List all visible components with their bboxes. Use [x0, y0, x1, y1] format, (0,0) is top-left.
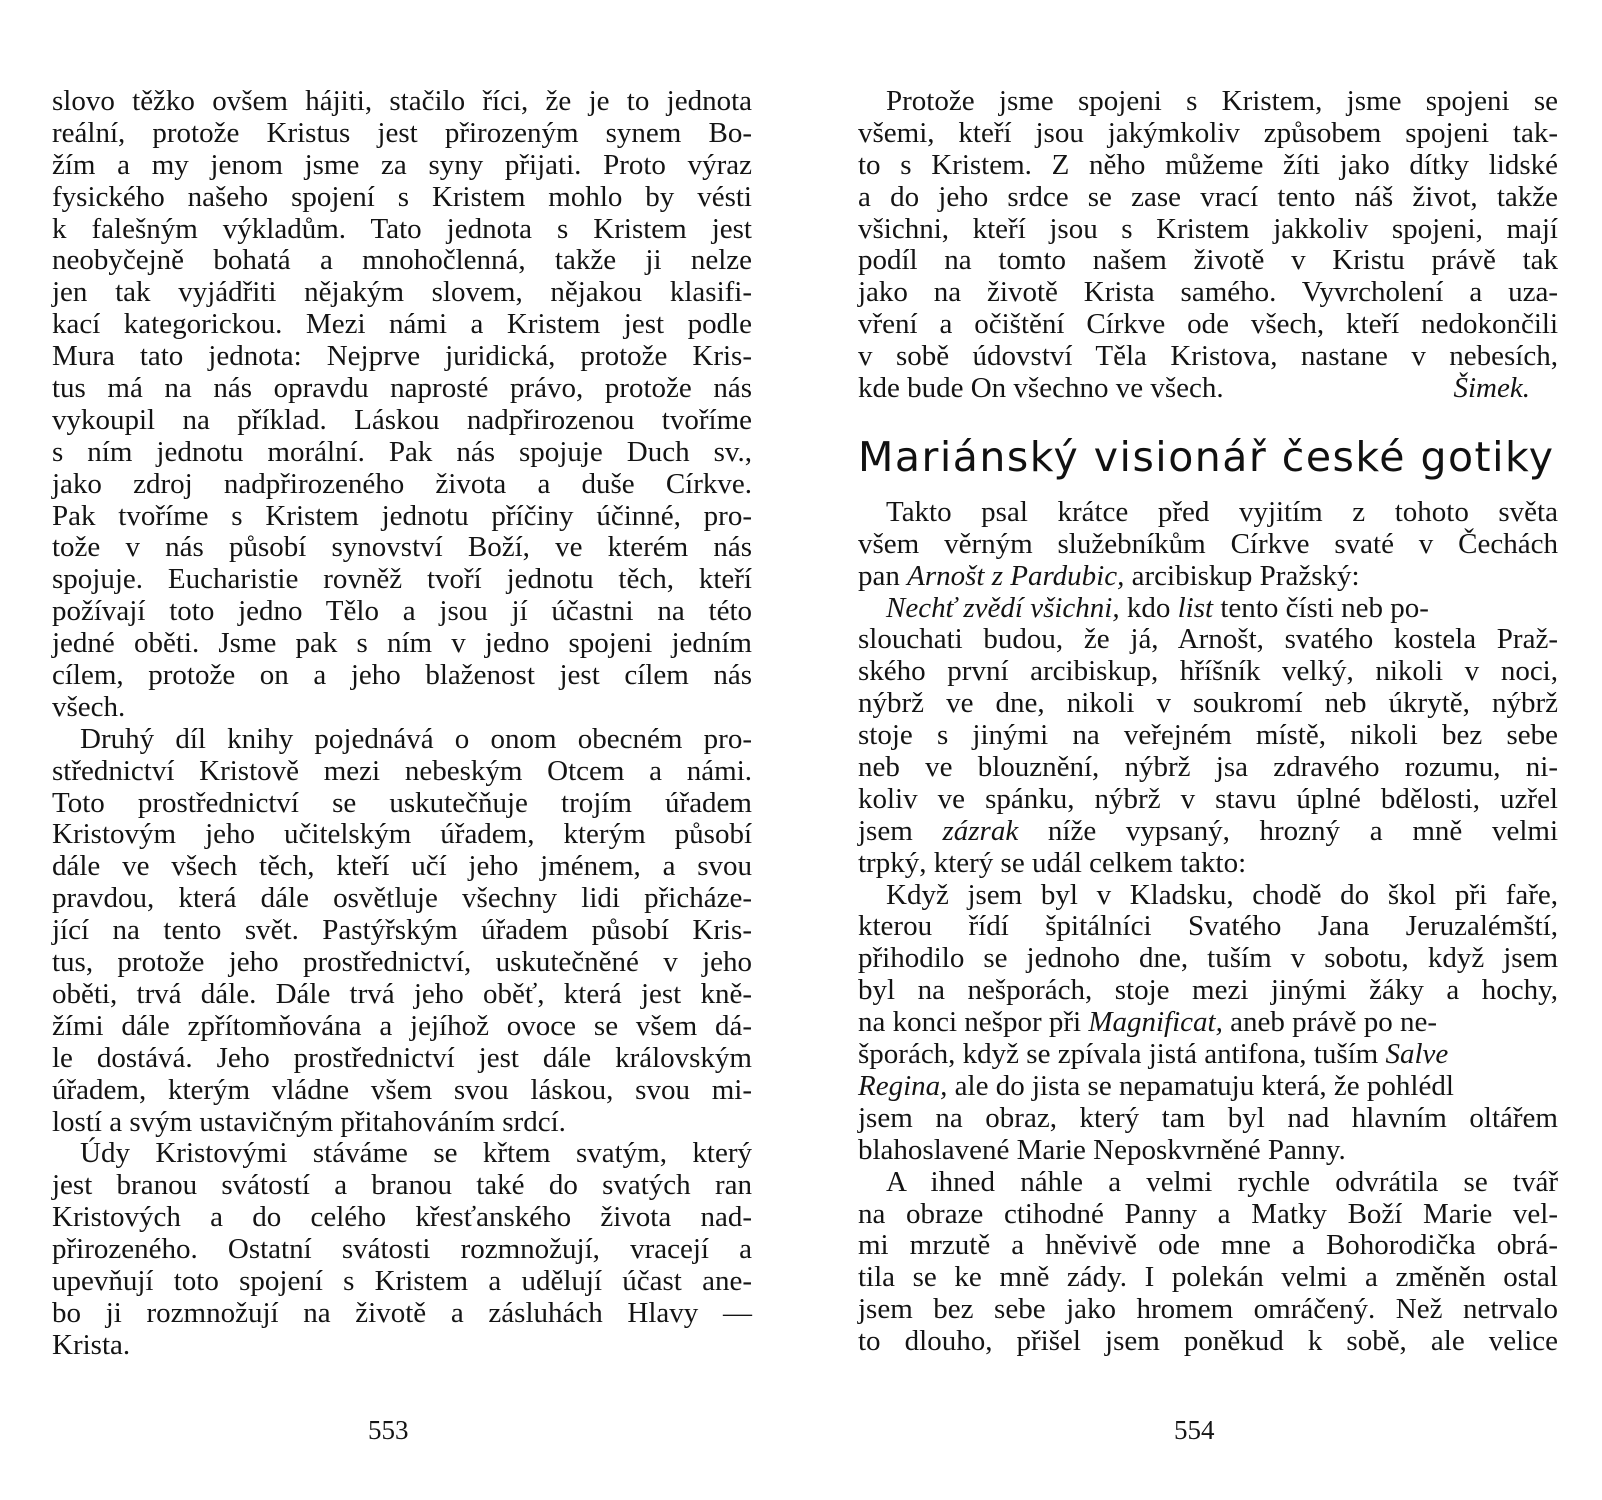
text-line: fysického našeho spojení s Kristem mohlo by vésti	[52, 180, 752, 213]
text-line: jest branou svátostí a branou také do svatých ran	[52, 1169, 752, 1202]
text-line	[858, 816, 1558, 848]
text-line: bo ji rozmnožují na životě a zásluhách Hlavy —	[52, 1296, 752, 1329]
text-line: jen tak vyjádřiti nějakým slovem, nějakou klasifi-	[52, 276, 752, 309]
text-line: Krista.	[52, 1328, 131, 1361]
text-fragment: šporách, když se zpívala jistá antifona, tuším	[858, 1038, 1379, 1071]
text-line: dále ve všech těch, kteří učí jeho jménem, a svou	[52, 850, 752, 883]
text-line	[858, 373, 1558, 405]
text-line: jsem bez sebe jako hromem omráčený. Než netrvalo	[858, 1293, 1558, 1326]
text-line: tože v nás působí synovství Boží, ve kterém nás	[52, 531, 752, 564]
text-line: Druhý díl knihy pojednává o onom obecném pro-	[80, 722, 752, 755]
text-fragment-italic: Nechť zvědí všichni,	[886, 591, 1120, 624]
text-line: upevňují toto spojení s Kristem a udělují účast ane-	[52, 1264, 752, 1297]
text-fragment: na konci nešpor při	[858, 1006, 1082, 1039]
text-line: neb ve blouznění, nýbrž jsa zdravého rozumu, ni-	[858, 751, 1558, 784]
obraz-lines	[858, 1103, 1558, 1167]
text-line: Takto psal krátce před vyjitím z tohoto světa	[886, 495, 1558, 528]
text-line: slovo těžko ovšem hájiti, stačilo říci, že je to jednota	[52, 85, 752, 117]
text-fragment: níže vypsaný, hrozný a mně velmi	[1047, 814, 1558, 847]
text-line: to dlouho, přišel jsem poněkud k sobě, ale velice	[858, 1325, 1558, 1358]
text-line: nýbrž ve dne, nikoli v soukromí neb úkrytě, nýbrž	[858, 687, 1558, 720]
text-line: stoje s jinými na veřejném místě, nikoli bez sebe	[858, 719, 1558, 752]
text-line: úřadem, kterým vládne všem svou láskou, svou mi-	[52, 1073, 752, 1106]
text-fragment-italic: list	[1177, 591, 1214, 624]
text-line: Údy Kristovými stáváme se křtem svatým, který	[80, 1137, 752, 1170]
text-line: Pak tvoříme s Kristem jednotu příčiny účinné, pro-	[52, 499, 752, 532]
article-heading: Mariánský visionář české gotiky	[858, 432, 1555, 481]
text-line: le dostává. Jeho prostřednictví jest dále královským	[52, 1041, 752, 1074]
text-line: všem věrným služebníkům Církve svaté v Čechách	[858, 527, 1558, 560]
text-line: oběti, trvá dále. Dále trvá jeho oběť, která jest kně-	[52, 977, 752, 1010]
left-page	[52, 86, 752, 1362]
text-line: vření a očištění Církve ode všech, kteří nedokončili	[858, 308, 1558, 341]
text-line: s ním jednotu morální. Pak nás spojuje Duch sv.,	[52, 435, 752, 468]
text-line: vykoupil na příklad. Láskou nadpřirozenou tvoříme	[52, 403, 752, 436]
quote-lines	[858, 624, 1558, 815]
text-line: přirozeného. Ostatní svátosti rozmnožují, vracejí a	[52, 1233, 752, 1266]
text-fragment: aneb právě po ne-	[1230, 1006, 1438, 1039]
text-line: jsem na obraz, který tam byl nad hlavním oltářem	[858, 1101, 1558, 1134]
page-number-left: 553	[368, 1415, 409, 1445]
text-line: trpký, který se udál celkem takto:	[858, 846, 1247, 879]
text-line: pravdou, která dále osvětluje všechny lidi přicháze-	[52, 882, 752, 915]
text-fragment-italic: Magnificat,	[1088, 1006, 1223, 1039]
text-line: žím a my jenom jsme za syny přijati. Proto výraz	[52, 148, 752, 181]
text-line: A ihned náhle a velmi rychle odvrátila se tvář	[886, 1165, 1558, 1198]
text-line	[858, 1039, 1558, 1071]
text-line: mi mrzutě a hněvivě ode mne a Bohorodička obrá-	[858, 1229, 1558, 1262]
text-line: koliv ve spánku, nýbrž v stavu úplné bdělosti, uzřel	[858, 782, 1558, 815]
final-paragraph	[858, 1167, 1558, 1358]
text-line	[858, 561, 1558, 593]
text-line: kterou řídí špitálníci Svatého Jana Jeruzalémští,	[858, 910, 1558, 943]
text-line: v sobě údovství Těla Kristova, nastane v nebesích,	[858, 340, 1558, 373]
text-line: blahoslavené Marie Neposkvrněné Panny.	[858, 1133, 1346, 1166]
text-fragment: arcibiskup Pražský:	[1131, 559, 1360, 592]
text-line: jako zdroj nadpřirozeného života a duše Církve.	[52, 467, 752, 500]
text-line: kací kategorickou. Mezi námi a Kristem jest podle	[52, 308, 752, 341]
text-line: ského první arcibiskup, hříšník velký, nikoli v noci,	[858, 655, 1558, 688]
text-line	[858, 593, 1558, 625]
text-line: a do jeho srdce se zase vrací tento náš život, takže	[858, 180, 1558, 213]
text-fragment: jsem	[858, 814, 913, 847]
text-line: všemi, kteří jsou jakýmkoliv způsobem spojeni tak-	[858, 116, 1558, 149]
text-line: podíl na tomto našem životě v Kristu právě tak	[858, 244, 1558, 277]
text-line: tila se ke mně zády. I polekán velmi a změněn ostal	[858, 1261, 1558, 1294]
text-fragment: pan	[858, 559, 900, 592]
author-signature: Šimek.	[1453, 372, 1530, 405]
text-line: Kristových a do celého křesťanského života nad-	[52, 1201, 752, 1234]
text-fragment-italic: Salve	[1385, 1038, 1449, 1071]
text-line: slouchati budou, že já, Arnošt, svatého kostela Praž-	[858, 623, 1558, 656]
text-line: Toto prostřednictví se uskutečňuje trojím úřadem	[52, 786, 752, 819]
closing-line: kde bude On všechno ve všech.	[858, 372, 1224, 405]
text-line: všichni, kteří jsou s Kristem jakkoliv spojeni, mají	[858, 212, 1558, 245]
text-line: Protože jsme spojeni s Kristem, jsme spojeni se	[886, 85, 1558, 117]
text-line	[858, 1007, 1558, 1039]
text-line: byl na nešporách, stoje mezi jinými žáky a hochy,	[858, 974, 1558, 1007]
text-line: spojuje. Eucharistie rovněž tvoří jednotu těch, kteří	[52, 563, 752, 596]
text-line: tus má na nás opravdu naprosté právo, protože nás	[52, 372, 752, 405]
text-line: jící na tento svět. Pastýřským úřadem působí Kris-	[52, 914, 752, 947]
right-page	[858, 86, 1558, 1358]
text-line: jako na životě Krista samého. Vyvrcholení a uza-	[858, 276, 1558, 309]
text-fragment: ale do jista se nepamatuju která, že pohlédl	[954, 1069, 1454, 1102]
text-line: lostí a svým ustavičným přitahováním srdcí.	[52, 1105, 566, 1138]
text-line: jedné oběti. Jsme pak s ním v jedno spojeni jedním	[52, 627, 752, 660]
text-line: to s Kristem. Z něho můžeme žíti jako dítky lidské	[858, 148, 1558, 181]
text-fragment-italic: Regina,	[858, 1069, 948, 1102]
text-line: střednictví Kristově mezi nebeským Otcem a námi.	[52, 754, 752, 787]
text-line: na obraze ctihodné Panny a Matky Boží Marie vel-	[858, 1197, 1558, 1230]
text-line: reální, protože Kristus jest přirozeným synem Bo-	[52, 116, 752, 149]
text-fragment-italic: Arnošt z Pardubic,	[907, 559, 1125, 592]
text-line: Kristovým jeho učitelským úřadem, kterým působí	[52, 818, 752, 851]
text-line: všech.	[52, 690, 126, 723]
text-line: Když jsem byl v Kladsku, chodě do škol při faře,	[886, 878, 1558, 911]
text-fragment: kdo	[1126, 591, 1171, 624]
text-line: k falešným výkladům. Tato jednota s Kristem jest	[52, 212, 752, 245]
text-line: požívají toto jedno Tělo a jsou jí účastni na této	[52, 595, 752, 628]
page-number-right: 554	[1174, 1415, 1215, 1445]
text-line: přihodilo se jednoho dne, tuším v sobotu, když jsem	[858, 942, 1558, 975]
text-line: neobyčejně bohatá a mnohočlenná, takže ji nelze	[52, 244, 752, 277]
text-line: Mura tato jednota: Nejprve juridická, protože Kris-	[52, 340, 752, 373]
kladsko-lines	[858, 880, 1558, 1008]
left-page-text	[52, 86, 752, 1362]
text-line: žími dále zpřítomňována a jejíhož ovoce se všem dá-	[52, 1009, 752, 1042]
text-fragment-italic: zázrak	[942, 814, 1019, 847]
text-line	[858, 1071, 1558, 1103]
text-line: tus, protože jeho prostřednictví, uskutečněné v jeho	[52, 946, 752, 979]
text-fragment: tento čísti neb po-	[1220, 591, 1429, 624]
right-page-closing-paragraph	[858, 86, 1558, 373]
text-line: cílem, protože on a jeho blaženost jest cílem nás	[52, 659, 752, 692]
